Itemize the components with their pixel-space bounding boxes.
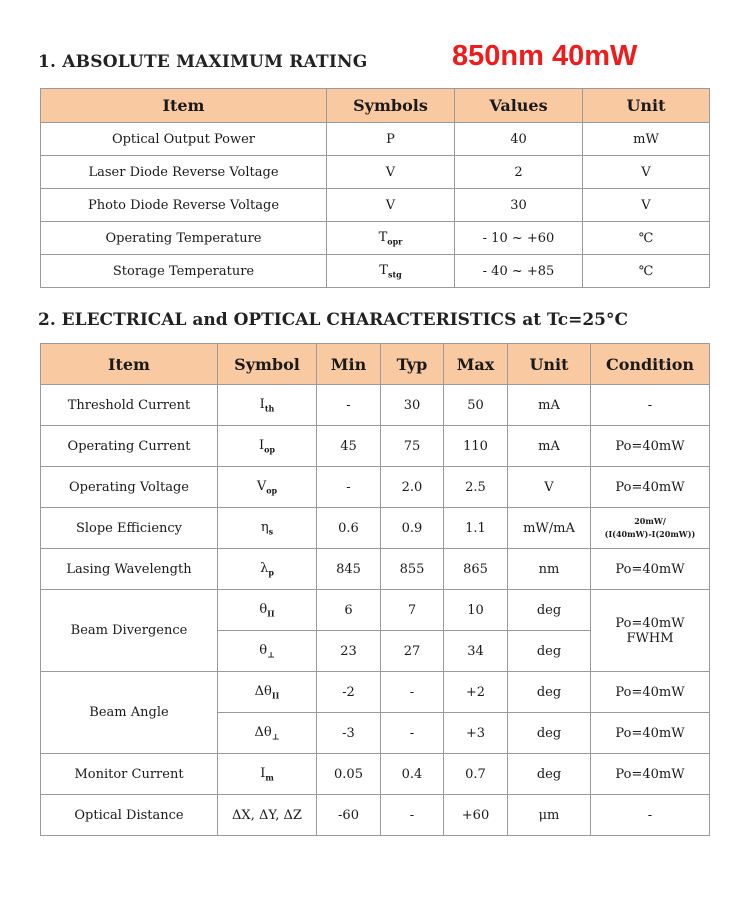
max-cell: 34 (444, 631, 508, 672)
min-cell: -60 (317, 795, 381, 836)
value-cell: 30 (455, 189, 583, 222)
item-cell: Photo Diode Reverse Voltage (41, 189, 327, 222)
unit-cell: mW (583, 123, 710, 156)
typ-cell: 855 (381, 549, 444, 590)
header-item: Item (41, 89, 327, 123)
section-1-title: 1. ABSOLUTE MAXIMUM RATING (38, 52, 368, 72)
typ-cell: 30 (381, 385, 444, 426)
unit-cell: mA (508, 426, 591, 467)
unit-cell: V (583, 156, 710, 189)
table-row (41, 156, 710, 189)
max-cell: 2.5 (444, 467, 508, 508)
condition-cell: Po=40mW (591, 426, 710, 467)
table-row (41, 385, 710, 426)
min-cell: 845 (317, 549, 381, 590)
table-header-row (41, 89, 710, 123)
header-values: Values (455, 89, 583, 123)
item-cell: Optical Distance (41, 795, 218, 836)
typ-cell: - (381, 713, 444, 754)
item-cell: Lasing Wavelength (41, 549, 218, 590)
symbol-cell: $\lambda_p$ (218, 549, 317, 590)
symbol-cell: V (327, 156, 455, 189)
table-row (41, 255, 710, 288)
unit-cell: mW/mA (508, 508, 591, 549)
table-row (41, 549, 710, 590)
item-cell: Beam Angle (41, 672, 218, 754)
condition-cell (591, 508, 710, 549)
product-badge: 850nm 40mW (452, 40, 638, 72)
header-symbol: Symbol (218, 344, 317, 385)
header-item: Item (41, 344, 218, 385)
symbol-cell: $T_{stg}$ (327, 255, 455, 288)
condition-line-2: FWHM (626, 630, 674, 646)
value-cell: - 40 ~ +85 (455, 255, 583, 288)
item-cell: Beam Divergence (41, 590, 218, 672)
symbol-cell: $\eta_s$ (218, 508, 317, 549)
symbol-cell: $V_{op}$ (218, 467, 317, 508)
typ-cell: 2.0 (381, 467, 444, 508)
unit-cell: ℃ (583, 222, 710, 255)
max-cell: 865 (444, 549, 508, 590)
table-row (41, 467, 710, 508)
typ-cell: 0.9 (381, 508, 444, 549)
unit-cell: deg (508, 754, 591, 795)
header-typ: Typ (381, 344, 444, 385)
header-min: Min (317, 344, 381, 385)
item-cell: Monitor Current (41, 754, 218, 795)
table-row (41, 754, 710, 795)
item-cell: Operating Current (41, 426, 218, 467)
table-row (41, 426, 710, 467)
table-row (41, 590, 710, 631)
unit-cell: ℃ (583, 255, 710, 288)
item-cell: Operating Voltage (41, 467, 218, 508)
table-row (41, 795, 710, 836)
max-cell: 1.1 (444, 508, 508, 549)
table-row (41, 222, 710, 255)
symbol-cell: V (327, 189, 455, 222)
min-cell: 45 (317, 426, 381, 467)
typ-cell: - (381, 672, 444, 713)
typ-cell: 7 (381, 590, 444, 631)
max-cell: 0.7 (444, 754, 508, 795)
max-cell: 110 (444, 426, 508, 467)
header-condition: Condition (591, 344, 710, 385)
table-row (41, 672, 710, 713)
header-max: Max (444, 344, 508, 385)
item-cell: Operating Temperature (41, 222, 327, 255)
condition-cell (591, 590, 710, 672)
condition-line-1: Po=40mW (615, 615, 685, 631)
header-unit: Unit (508, 344, 591, 385)
item-cell: Slope Efficiency (41, 508, 218, 549)
min-cell: 23 (317, 631, 381, 672)
condition-cell: - (591, 385, 710, 426)
condition-cell: Po=40mW (591, 467, 710, 508)
max-cell: +2 (444, 672, 508, 713)
symbol-cell: $I_{th}$ (218, 385, 317, 426)
condition-line-2: (I(40mW)-I(20mW)) (604, 529, 696, 539)
typ-cell: 0.4 (381, 754, 444, 795)
symbol-cell: $\theta_\perp$ (218, 631, 317, 672)
typ-cell: - (381, 795, 444, 836)
value-cell: 2 (455, 156, 583, 189)
table-row (41, 189, 710, 222)
condition-line-1: 20mW/ (634, 516, 666, 526)
symbol-cell: $T_{opr}$ (327, 222, 455, 255)
condition-cell: Po=40mW (591, 754, 710, 795)
value-cell: - 10 ~ +60 (455, 222, 583, 255)
symbol-cell: $\Delta\theta_{II}$ (218, 672, 317, 713)
absolute-maximum-rating-table (40, 88, 710, 288)
unit-cell: deg (508, 672, 591, 713)
symbol-cell: $I_{op}$ (218, 426, 317, 467)
typ-cell: 75 (381, 426, 444, 467)
unit-cell: nm (508, 549, 591, 590)
condition-cell: Po=40mW (591, 672, 710, 713)
condition-cell: Po=40mW (591, 713, 710, 754)
table-row (41, 508, 710, 549)
item-cell: Laser Diode Reverse Voltage (41, 156, 327, 189)
unit-cell: deg (508, 590, 591, 631)
unit-cell: V (508, 467, 591, 508)
max-cell: +60 (444, 795, 508, 836)
max-cell: 10 (444, 590, 508, 631)
item-cell: Threshold Current (41, 385, 218, 426)
min-cell: -2 (317, 672, 381, 713)
min-cell: - (317, 467, 381, 508)
min-cell: - (317, 385, 381, 426)
max-cell: 50 (444, 385, 508, 426)
item-cell: Optical Output Power (41, 123, 327, 156)
symbol-cell: $\Delta\theta_\perp$ (218, 713, 317, 754)
unit-cell: mA (508, 385, 591, 426)
section-2-title: 2. ELECTRICAL and OPTICAL CHARACTERISTICS at Tc=25°C (38, 310, 629, 330)
unit-cell: V (583, 189, 710, 222)
min-cell: 0.6 (317, 508, 381, 549)
table-row (41, 123, 710, 156)
value-cell: 40 (455, 123, 583, 156)
header-unit: Unit (583, 89, 710, 123)
condition-cell: Po=40mW (591, 549, 710, 590)
condition-cell: - (591, 795, 710, 836)
header-symbols: Symbols (327, 89, 455, 123)
symbol-cell: $\theta_{II}$ (218, 590, 317, 631)
unit-cell: deg (508, 713, 591, 754)
symbol-cell: P (327, 123, 455, 156)
unit-cell: deg (508, 631, 591, 672)
table-header-row (41, 344, 710, 385)
item-cell: Storage Temperature (41, 255, 327, 288)
electrical-optical-characteristics-table (40, 343, 710, 836)
unit-cell: μm (508, 795, 591, 836)
symbol-cell: ΔX, ΔY, ΔZ (218, 795, 317, 836)
typ-cell: 27 (381, 631, 444, 672)
symbol-cell: $I_m$ (218, 754, 317, 795)
max-cell: +3 (444, 713, 508, 754)
min-cell: 0.05 (317, 754, 381, 795)
min-cell: 6 (317, 590, 381, 631)
min-cell: -3 (317, 713, 381, 754)
